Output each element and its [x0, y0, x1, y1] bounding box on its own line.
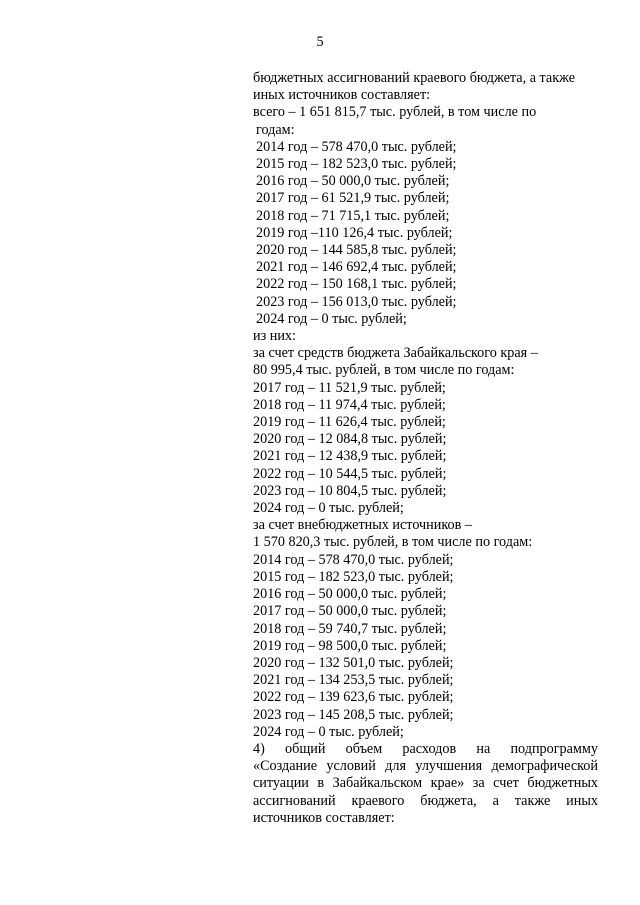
text-line: 1 570 820,3 тыс. рублей, в том числе по годам: [253, 534, 533, 551]
text-line: 2022 год – 150 168,1 тыс. рублей; [256, 276, 457, 293]
text-line: ассигнований краевого бюджета, а также иных [253, 792, 598, 809]
text-line: бюджетных ассигнований краевого бюджета, а также [253, 70, 576, 86]
text-line: 2018 год – 71 715,1 тыс. рублей; [256, 207, 450, 224]
text-line: источников составляет: [253, 809, 395, 826]
text-line: 2023 год – 10 804,5 тыс. рублей; [253, 482, 447, 499]
text-line: 2024 год – 0 тыс. рублей; [253, 500, 404, 517]
text-line: 2015 год – 182 523,0 тыс. рублей; [256, 156, 457, 173]
body-text [253, 70, 598, 827]
text-line: ситуации в Забайкальском крае» за счет бюджетных [253, 775, 598, 792]
text-line: 80 995,4 тыс. рублей, в том числе по годам: [253, 362, 515, 379]
text-line: 2021 год – 134 253,5 тыс. рублей; [253, 672, 454, 689]
text-line: 2017 год – 11 521,9 тыс. рублей; [253, 379, 446, 396]
text-line: 2019 год – 98 500,0 тыс. рублей; [253, 637, 447, 654]
text-line: 2024 год – 0 тыс. рублей; [253, 723, 404, 740]
text-line: 2022 год – 10 544,5 тыс. рублей; [253, 465, 447, 482]
text-line: 2021 год – 12 438,9 тыс. рублей; [253, 448, 447, 465]
text-line: из них: [253, 328, 296, 345]
text-line: 2020 год – 132 501,0 тыс. рублей; [253, 654, 454, 671]
text-line: 2015 год – 182 523,0 тыс. рублей; [253, 568, 454, 585]
text-line: 2016 год – 50 000,0 тыс. рублей; [256, 173, 450, 190]
text-line: 2017 год – 61 521,9 тыс. рублей; [256, 190, 450, 207]
text-line: «Создание условий для улучшения демографической [253, 758, 598, 775]
text-line: 2017 год – 50 000,0 тыс. рублей; [253, 603, 447, 620]
text-line: 2022 год – 139 623,6 тыс. рублей; [253, 689, 454, 706]
text-line: всего – 1 651 815,7 тыс. рублей, в том числе по [253, 104, 537, 121]
text-line: 2024 год – 0 тыс. рублей; [256, 310, 407, 327]
text-line: 2023 год – 156 013,0 тыс. рублей; [256, 293, 457, 310]
text-line: 2014 год – 578 470,0 тыс. рублей; [253, 551, 454, 568]
text-line: 2020 год – 144 585,8 тыс. рублей; [256, 242, 457, 259]
text-line: 2018 год – 59 740,7 тыс. рублей; [253, 620, 447, 637]
text-line: годам: [256, 121, 295, 138]
text-line: 2019 год –110 126,4 тыс. рублей; [256, 224, 453, 241]
text-line: за счет внебюджетных источников – [253, 517, 472, 534]
text-line: 2016 год – 50 000,0 тыс. рублей; [253, 586, 447, 603]
text-line: 2020 год – 12 084,8 тыс. рублей; [253, 431, 447, 448]
text-line: 2021 год – 146 692,4 тыс. рублей; [256, 259, 457, 276]
text-line: 4) общий объем расходов на подпрограмму [253, 740, 598, 757]
text-line: 2014 год – 578 470,0 тыс. рублей; [256, 138, 457, 155]
text-line: 2019 год – 11 626,4 тыс. рублей; [253, 414, 446, 431]
text-line: иных источников составляет: [253, 87, 431, 104]
text-line: 2023 год – 145 208,5 тыс. рублей; [253, 706, 454, 723]
text-line: 2018 год – 11 974,4 тыс. рублей; [253, 396, 446, 413]
page-number: 5 [316, 34, 324, 50]
text-line: за счет средств бюджета Забайкальского края – [253, 345, 538, 362]
